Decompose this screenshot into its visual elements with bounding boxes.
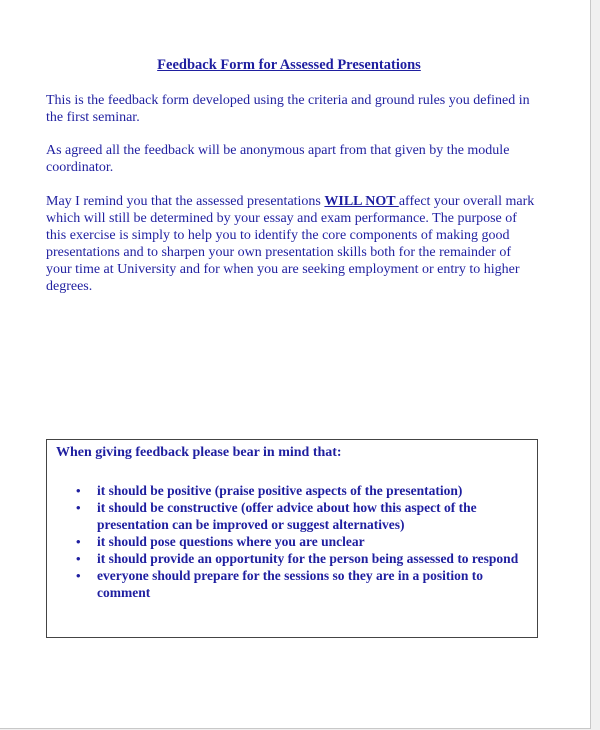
reminder-text-end: affect your overall mark which will still be determined by your essay and exam performance. The purpose of this exercise is simply to help you to identify the core components of making good presentations and to sharpen your own presentation skills both for the remainder of your time at University and for when you are seeking employment or entry to higher degrees. [46, 194, 535, 294]
feedback-guidelines-box [46, 439, 538, 638]
bullet-icon: • [76, 568, 81, 583]
list-item [47, 550, 527, 567]
page-title: Feedback Form for Assessed Presentations [157, 57, 421, 73]
list-item-text: everyone should prepare for the sessions so they are in a position to comment [97, 568, 484, 600]
guidelines-heading: When giving feedback please bear in mind that: [56, 445, 342, 460]
guidelines-list [47, 482, 527, 601]
list-item [47, 533, 527, 550]
list-item-text: it should be positive (praise positive aspects of the presentation) [97, 483, 463, 498]
list-item-text: it should be constructive (offer advice about how this aspect of the presentation can be improved or suggest alternatives) [97, 500, 477, 532]
list-item-text: it should pose questions where you are unclear [97, 534, 365, 549]
bullet-icon: • [76, 551, 81, 566]
reminder-text-start: May I remind you that the assessed presentations [46, 194, 325, 209]
list-item [47, 567, 527, 601]
anonymity-paragraph: As agreed all the feedback will be anonymous apart from that given by the module coordinator. [46, 143, 510, 175]
bullet-icon: • [76, 483, 81, 498]
reminder-paragraph [46, 193, 536, 295]
bullet-icon: • [76, 500, 81, 515]
list-item [47, 499, 527, 533]
list-item [47, 482, 527, 499]
bullet-icon: • [76, 534, 81, 549]
intro-paragraph: This is the feedback form developed using the criteria and ground rules you defined in the first seminar. [46, 93, 530, 125]
list-item-text: it should provide an opportunity for the person being assessed to respond [97, 551, 519, 566]
will-not-emphasis: WILL NOT [324, 194, 399, 209]
